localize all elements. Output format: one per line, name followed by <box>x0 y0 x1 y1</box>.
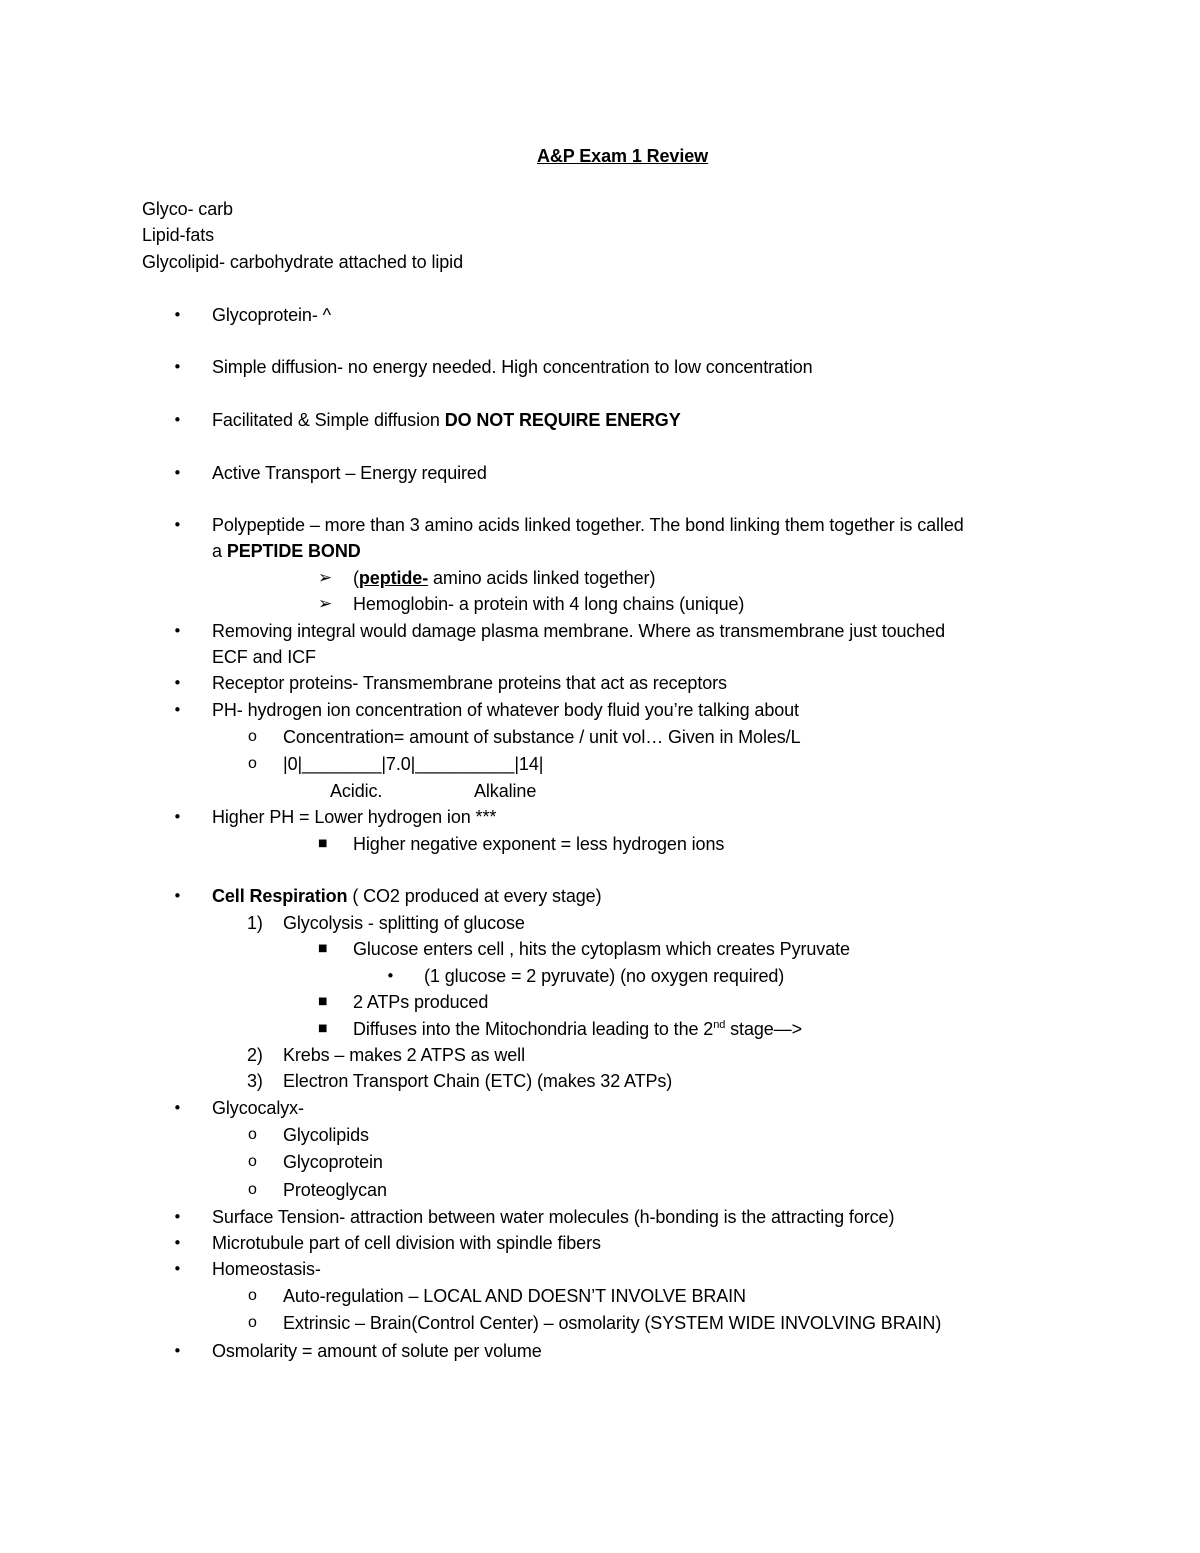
numbered-item: Electron Transport Chain (ETC) (makes 32 ATPs) <box>283 1071 673 1091</box>
sub-item: Auto-regulation – LOCAL AND DOESN’T INVOLVE BRAIN <box>283 1286 746 1306</box>
sub-item: Glycoprotein <box>283 1152 383 1172</box>
sub-item: Higher negative exponent = less hydrogen ions <box>353 834 725 854</box>
square-marker: ■ <box>318 943 328 954</box>
bullet-marker: • <box>173 674 182 692</box>
bullet-marker: • <box>173 306 182 324</box>
sub-item: Diffuses into the Mitochondria leading to the 2nd stage—> <box>353 1019 802 1039</box>
bullet-marker: • <box>386 967 395 985</box>
bullet-marker: • <box>173 358 182 376</box>
sub-sub-item: (1 glucose = 2 pyruvate) (no oxygen required) <box>424 966 785 986</box>
bullet-marker: • <box>173 464 182 482</box>
bullet-marker: • <box>173 1234 182 1252</box>
list-item: Glycocalyx- <box>212 1098 304 1118</box>
page-title: A&P Exam 1 Review <box>537 146 709 166</box>
bullet-marker: • <box>173 1099 182 1117</box>
scale-label-acidic: Acidic. <box>330 781 383 801</box>
sub-item: Concentration= amount of substance / unit vol… Given in Moles/L <box>283 727 801 747</box>
list-item: Removing integral would damage plasma membrane. Where as transmembrane just touched <box>212 621 946 641</box>
bullet-marker: • <box>173 516 182 534</box>
bullet-marker: • <box>173 622 182 640</box>
numbered-item: Glycolysis - splitting of glucose <box>283 913 525 933</box>
list-item: Higher PH = Lower hydrogen ion *** <box>212 807 497 827</box>
bullet-marker: • <box>173 411 182 429</box>
emphasis-text: PEPTIDE BOND <box>226 541 361 561</box>
emphasis-text: Cell Respiration <box>212 886 348 906</box>
sub-item: (peptide- amino acids linked together) <box>353 568 656 588</box>
square-marker: ■ <box>318 1023 328 1034</box>
list-item: Surface Tension- attraction between water molecules (h-bonding is the attracting force) <box>212 1207 895 1227</box>
bullet-marker: • <box>173 808 182 826</box>
circle-marker: o <box>248 1314 257 1331</box>
bullet-marker: • <box>173 1342 182 1360</box>
intro-line: Glycolipid- carbohydrate attached to lipid <box>142 252 463 272</box>
list-item: Osmolarity = amount of solute per volume <box>212 1341 542 1361</box>
list-item: PH- hydrogen ion concentration of whatever body fluid you’re talking about <box>212 700 799 720</box>
circle-marker: o <box>248 1287 257 1304</box>
list-item: Microtubule part of cell division with spindle fibers <box>212 1233 601 1253</box>
list-item: Facilitated & Simple diffusion DO NOT REQUIRE ENERGY <box>212 410 681 430</box>
sub-item: 2 ATPs produced <box>353 992 489 1012</box>
list-item: Simple diffusion- no energy needed. High concentration to low concentration <box>212 357 813 377</box>
underlined-term: peptide- <box>358 568 429 588</box>
list-item: Glycoprotein- ^ <box>212 305 331 325</box>
intro-line: Glyco- carb <box>142 199 233 219</box>
list-item: Cell Respiration ( CO2 produced at every stage) <box>212 886 602 906</box>
circle-marker: o <box>248 728 257 745</box>
sub-item: Proteoglycan <box>283 1180 387 1200</box>
bullet-marker: • <box>173 1208 182 1226</box>
square-marker: ■ <box>318 996 328 1007</box>
ph-scale: |0|________|7.0|__________|14| <box>283 754 544 774</box>
circle-marker: o <box>248 755 257 772</box>
circle-marker: o <box>248 1126 257 1143</box>
bullet-marker: • <box>173 1260 182 1278</box>
sub-item: Hemoglobin- a protein with 4 long chains (unique) <box>353 594 745 614</box>
emphasis-text: DO NOT REQUIRE ENERGY <box>444 410 681 430</box>
list-item-continuation: a PEPTIDE BOND <box>212 541 361 561</box>
sub-item: Extrinsic – Brain(Control Center) – osmolarity (SYSTEM WIDE INVOLVING BRAIN) <box>283 1313 942 1333</box>
scale-label-alkaline: Alkaline <box>474 781 537 801</box>
arrow-marker: ➢ <box>318 568 333 588</box>
sub-item: Glucose enters cell , hits the cytoplasm which creates Pyruvate <box>353 939 850 959</box>
bullet-marker: • <box>173 701 182 719</box>
superscript: nd <box>713 1019 726 1031</box>
number-marker: 3) <box>247 1071 263 1091</box>
sub-item: Glycolipids <box>283 1125 369 1145</box>
list-item: Active Transport – Energy required <box>212 463 487 483</box>
list-item: Polypeptide – more than 3 amino acids linked together. The bond linking them together is called <box>212 515 964 535</box>
circle-marker: o <box>248 1153 257 1170</box>
list-item-continuation: ECF and ICF <box>212 647 316 667</box>
numbered-item: Krebs – makes 2 ATPS as well <box>283 1045 525 1065</box>
list-item: Receptor proteins- Transmembrane proteins that act as receptors <box>212 673 727 693</box>
number-marker: 2) <box>247 1045 263 1065</box>
arrow-marker: ➢ <box>318 594 333 614</box>
number-marker: 1) <box>247 913 263 933</box>
intro-line: Lipid-fats <box>142 225 215 245</box>
bullet-marker: • <box>173 887 182 905</box>
square-marker: ■ <box>318 838 328 849</box>
list-item: Homeostasis- <box>212 1259 321 1279</box>
circle-marker: o <box>248 1181 257 1198</box>
